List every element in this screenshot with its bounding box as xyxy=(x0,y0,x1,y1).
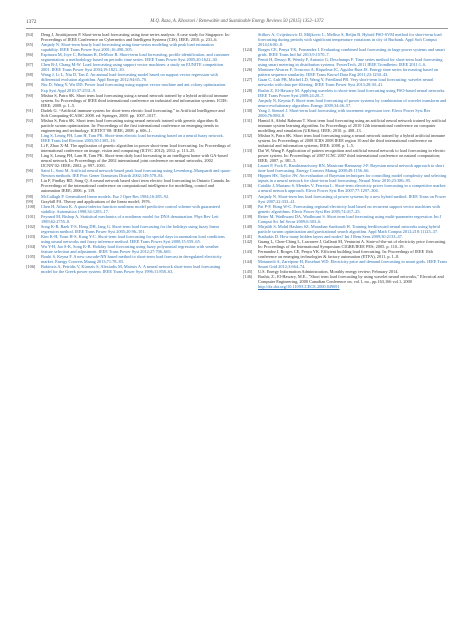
reference-number: [142] xyxy=(243,238,253,244)
reference-list-left xyxy=(26,32,231,274)
reference-link[interactable] xyxy=(258,194,448,204)
doi-link[interactable]: http://dx.doi.org/10.1109/CCECE.2000.849691 xyxy=(258,284,340,290)
reference-item[interactable] xyxy=(243,259,448,269)
reference-number: [84] xyxy=(26,32,34,37)
reference-number: [126] xyxy=(243,67,253,73)
reference-text xyxy=(258,239,448,249)
reference-item[interactable] xyxy=(243,214,448,224)
reference-link[interactable] xyxy=(258,67,448,77)
reference-body: Lauret P, Fock E, Randrianarivony RN, Manicom-Ramsamy J-F. Bayesian neural network approach to short time load forecasting. Energy Convers Manag 2008;49:1156–66. xyxy=(258,163,444,174)
reference-link[interactable] xyxy=(41,234,231,244)
reference-body: Stilkov A, Cvijetinovic D, Miljkovic L, Melliso S, Reljin B. Hybrid PSO-SVM method for short-term load forecasting during periods with significant temperature variations in city of Burbank. Appl Soft Comput 2014;16:80–8. xyxy=(258,32,442,48)
reference-body: Chen B-J, Chang M-W. Load forecasting using support vector machines: a study on EUNITE competition 2001. IEEE Trans Power Syst 2004;19:1821–30. xyxy=(41,62,224,73)
reference-body: Hamid A, Abdul Rahman T. Short term load forecasting using an artificial neural network trained by artificial immune system learning algorithm. In: Proceedings of 2010 12th international conference on computer modelling and simulation (UKSim). IEEE; 2010. p. 408–13. xyxy=(258,117,447,133)
reference-body: Li F, Zhao X-M. The application of genetic algorithm in power short-term load forecasting. In: Proceedings of international conference on image, vision and computing (ICIVC 2012); 2012. p. 113–25. xyxy=(41,143,231,154)
reference-item[interactable] xyxy=(243,47,448,57)
reference-number: [95] xyxy=(26,153,34,159)
reference-item[interactable] xyxy=(26,62,231,72)
reference-number: [85] xyxy=(26,42,34,48)
reference-text xyxy=(258,249,448,259)
reference-number: [94] xyxy=(26,143,34,149)
reference-text xyxy=(258,133,448,148)
reference-number: [92] xyxy=(26,117,34,123)
reference-body: Amjady N, Keynia F. Short-term load forecasting of power systems by combination of wavelet transform and neuro-evolutionary algorithm. Energy 2009;34:46–57. xyxy=(258,97,447,108)
reference-body: Deng J, Jirutitijaroen P. Short-term load forecasting using time series analysis: A case study for Singapore. In: Proceedings of IEEE Conference on Cybernetics and Intelligent Systems (CIS). IEEE; 2010. p. 231–6. xyxy=(41,32,230,43)
reference-text xyxy=(41,118,231,133)
header-rule xyxy=(26,28,448,29)
reference-body: Chen H, Aihara K. A quasi-inferior function nonlinear model predictive control scheme with guaranteed stability. Automatica 1998;34:1205–17. xyxy=(41,203,220,214)
reference-item[interactable] xyxy=(243,163,448,173)
reference-text xyxy=(41,178,231,193)
reference-link[interactable] xyxy=(258,214,448,224)
reference-body: Mishra S, Patra SK. Short term load forecasting using neural network trained with genetic algorithm & particle swarm optimization. In: Proceedings of the first international conference on emerging trends in engineering and technology. ICETET’08: IEEE; 2008. p. 606–1. xyxy=(41,117,219,133)
reference-number: [128] xyxy=(243,87,253,93)
reference-body: Guang L, Chen-Ching L, Lawarree J, Gallanti M, Venturini A. State-of-the-art of electricity price forecasting. In: Proceedings of the International Symposium CIGRE/IEEE PES; 2005. p. 110–19. xyxy=(258,238,447,249)
reference-link[interactable] xyxy=(41,224,231,234)
reference-item[interactable] xyxy=(26,234,231,244)
reference-item[interactable] xyxy=(243,224,448,234)
reference-item[interactable] xyxy=(26,224,231,234)
reference-link[interactable] xyxy=(258,57,448,67)
reference-body: Pentti H, Deusyi B, Wendy F, Antonio G, Deschamps F. Time series method for short-term load forecasting using smart metering in distribution systems. PowerTech, 2011 IEEE Trondheim: IEEE 2011:1–6. xyxy=(258,57,443,68)
reference-item xyxy=(26,143,231,153)
reference-link[interactable] xyxy=(258,77,448,87)
reference-body: Amjady N. Short-term bus load forecasting of power systems by a new hybrid method. IEEE Trans on Power Syst 2007;22:333–41. xyxy=(258,193,446,204)
reference-body: Dai W, Wang P. Application of pattern recognition and artificial neural network to load forecasting in electric power system. In: Proceedings of 2007 ICNC 2007 third international conference on natural computation; IEEE; 2007. p. 381–5. xyxy=(258,148,446,164)
reference-link[interactable] xyxy=(41,264,231,274)
reference-body: Mishra S, Patra SK. Short term load forecasting using a neural network trained by a hybrid artificial immune system. In: Proceedings of IEEE third international conference on industrial and information systems. ICIIS: IEEE; 2008. p. 1–5. xyxy=(41,92,228,108)
reference-item[interactable] xyxy=(26,168,231,178)
reference-text xyxy=(41,143,231,153)
reference-number: [139] xyxy=(243,213,253,219)
reference-body: Bakirtzis A, Petridis V, Kiartzis S, Alexiadis M, Maissis A. A neural network short-term load forecasting model for the Greek power system. IEEE Trans Power Syst 1996;11:858–63. xyxy=(41,264,221,275)
reference-number: [104] xyxy=(26,243,36,249)
reference-text xyxy=(41,32,231,42)
reference-number: [106] xyxy=(26,264,36,270)
reference-body: Bashir Z, El-Hawary M. Applying wavelets to short-term load forecasting using PSO-based neural networks. IEEE Trans Power Syst 2009;24:20–7. xyxy=(258,87,446,98)
reference-item[interactable] xyxy=(243,77,448,87)
reference-body: Kim K-H, Youn H-S, Kang Y-C. Short-term load forecasting for special days in anomalous load conditions using neural networks and fuzzy inference method. IEEE Trans Power Syst 2000;15:559–65. xyxy=(41,233,225,244)
reference-number: [105] xyxy=(26,254,36,260)
running-head: M.Q. Raza, A. Khosravi / Renewable and Sustainable Energy Reviews 50 (2015) 1352–1372 xyxy=(150,19,324,24)
reference-body: Song K-B, Baek Y-S, Hong DH, Jang G. Short-term load forecasting for the holidays using fuzzy linear regression method. IEEE Trans Power Syst 2005;20:96–101. xyxy=(41,223,220,234)
reference-number: [102] xyxy=(26,223,36,229)
reference-item[interactable] xyxy=(26,244,231,254)
reference-body: Bashir, Z.; El-Hawary, M.E., "Short term load forecasting by using wavelet neural networks," Electrical and Computer Engineering, 2000 Canadian Conference on, vol.1, no., pp.163,166 vol.1, 2000 xyxy=(258,274,444,285)
reference-item[interactable] xyxy=(243,57,448,67)
reference-number: [100] xyxy=(26,203,36,209)
reference-number: [146] xyxy=(243,274,253,280)
reference-number: [96] xyxy=(26,168,34,174)
reference-link[interactable] xyxy=(258,47,448,57)
reference-body: Martinez-Alvarez F, Troncoso A, Riquelme JC, Aguilar Ruiz JS. Energy time series forecasting based on pattern sequence similarity. IEEE Trans Knowl Data Eng 2011;23:1230–43. xyxy=(258,67,439,78)
reference-body: Stathakis D. How many hidden layers and nodes? Int J Rem Sens 2009;30:2133–47. xyxy=(258,233,403,239)
reference-body: Pai P-F, Hong W-C. Forecasting regional electricity load based on recurrent support vector machines with genetic algorithms. Electr Power Syst Res 2005;74:417–25. xyxy=(258,203,440,214)
reference-item xyxy=(26,93,231,108)
reference-number: [145] xyxy=(243,269,253,275)
reference-number: [141] xyxy=(243,233,253,239)
reference-item[interactable] xyxy=(243,173,448,183)
reference-body: Wu Y-H, Jao S-K, Song K-B. Holiday load forecasting using fuzzy polynomial regression with weather feature selection and adjustment. IEEE Trans Power Syst 2012;27:706–665. xyxy=(41,243,219,255)
reference-item[interactable] xyxy=(243,108,448,118)
reference-item[interactable] xyxy=(26,72,231,82)
reference-body: Liu F, Findlay RD, Song Q. A neural network based short term electric load forecasting in Ontario Canada. In: Proceedings of the international conference on computational intelligence for modelling, control and automation IEEE; 2006. p. 119. xyxy=(41,178,231,194)
reference-number: [132] xyxy=(243,132,253,138)
reference-number: [138] xyxy=(243,203,253,209)
reference-body: Hippert HS, Taylor JW. An evaluation of Bayesian techniques for controlling model complexity and selecting inputs in a neural network for short-term load forecasting. Neural Netw 2010;23:386–95. xyxy=(258,173,447,184)
reference-link[interactable] xyxy=(41,254,231,264)
reference-link[interactable] xyxy=(41,204,231,214)
reference-body: Catalão J, Mariano S, Mendes V, Ferreira L. Short-term electricity prices forecasting in a competitive market: a neural network approach. Electr Power Syst Res 2007;77:1297–304. xyxy=(258,183,447,194)
reference-number: [87] xyxy=(26,62,34,68)
reference-body: Feynard M, Bishop A. Statistical mechanics of a nonlinear model for DNA denaturation. Phys Rev Lett 1989;62:2755–8. xyxy=(41,213,219,224)
reference-body: Ling S, Leung FH, Lam H, Tam PK. Short-term daily load forecasting in an intelligent home with GA-based neural network. In: Proceedings of the 2002 international joint conference on neural networks, 2002 IJCNN’02: IEEE; 2002. p. 997–1001. xyxy=(41,153,228,169)
reference-item[interactable] xyxy=(243,32,448,47)
reference-link[interactable] xyxy=(258,224,448,234)
reference-item[interactable] xyxy=(26,264,231,274)
reference-link[interactable] xyxy=(41,52,231,62)
reference-number: [124] xyxy=(243,47,253,53)
reference-body: Graybill FA. Theory and applications of the linear model; 1976. xyxy=(41,198,151,204)
reference-item[interactable] xyxy=(243,194,448,204)
reference-item xyxy=(243,239,448,249)
reference-text xyxy=(258,118,448,133)
reference-text xyxy=(41,153,231,168)
reference-body: Yang J, Stenzel J. Short-term load forecasting with increment regression tree. Electr Power Syst Res 2006;76:880–8. xyxy=(258,107,431,118)
reference-number: [131] xyxy=(243,117,253,123)
reference-link[interactable] xyxy=(258,173,448,183)
reference-item[interactable] xyxy=(26,82,231,92)
reference-link[interactable] xyxy=(41,244,231,254)
reference-number: [89] xyxy=(26,82,34,88)
reference-item xyxy=(243,249,448,259)
reference-text xyxy=(41,93,231,108)
reference-number: [91] xyxy=(26,107,34,113)
reference-item xyxy=(26,118,231,133)
reference-item[interactable] xyxy=(26,204,231,214)
reference-link[interactable] xyxy=(41,62,231,72)
reference-item[interactable] xyxy=(26,254,231,264)
reference-body: Niu D, Wang Y, Wu DD. Power load forecasting using support vector machine and ant colony optimization. Exp Syst Appl 2010;37:2531–9. xyxy=(41,82,227,93)
reference-item xyxy=(243,118,448,133)
reference-link[interactable] xyxy=(258,259,448,269)
reference-item[interactable] xyxy=(243,183,448,193)
reference-body: Saini L, Soni M. Artificial neural network-based peak load forecasting using Levenberg–Marquardt and quasi-Newton methods. IEE Proc Gener Transmiss Distrib 2002;149:578–84. xyxy=(41,168,232,179)
reference-body: Guan C, Luh PB, Michel LD, Wang Y, Friedland PB. Very short-term load forecasting: wavelet neural networks with data pre-filtering. IEEE Trans Power Syst 2013;28:30–41. xyxy=(258,77,434,88)
reference-item xyxy=(26,153,231,168)
reference-link[interactable] xyxy=(258,108,448,118)
reference-number: [97] xyxy=(26,178,34,184)
reference-link[interactable] xyxy=(258,163,448,173)
reference-number: [99] xyxy=(26,198,34,204)
reference-item[interactable] xyxy=(243,98,448,108)
reference-number: [86] xyxy=(26,52,34,58)
reference-text xyxy=(258,274,448,289)
reference-item[interactable] xyxy=(26,133,231,143)
reference-number: [88] xyxy=(26,72,34,78)
reference-number: [127] xyxy=(243,77,253,83)
reference-link[interactable] xyxy=(41,214,231,224)
reference-link[interactable] xyxy=(258,204,448,214)
reference-body: U.S. Energy Information Administration, Monthly energy review; February 2014. xyxy=(258,269,399,275)
reference-number: [103] xyxy=(26,233,36,239)
reference-link[interactable] xyxy=(41,133,231,143)
reference-number: [135] xyxy=(243,173,253,179)
reference-number: [134] xyxy=(243,163,253,169)
reference-body: Fernandez I, Borges CE, Penya YK. Efficient building load forecasting. In: Proceedings of IEEE 16th conference on emerging technologies & factory automation (ETFA), 2011. p. 1–8. xyxy=(258,249,433,260)
reference-body: Wang J, Li L, Niu D, Tan Z. An annual load forecasting model based on support vector regression with differential evolution algorithm. Appl Energy 2012;94:65–70. xyxy=(41,72,218,83)
reference-link[interactable] xyxy=(41,168,231,178)
reference-body: McCullagh P. Generalized linear models. Eur J Oper Res 1984;16:285–92. xyxy=(41,193,170,199)
reference-body: Dudek G. “Artificial immune system for short-term electric load forecasting.” in Artificial Intelligence and Soft Computing-ICAISC 2008. ed: Springer, 2008. pp. 1007–1017. xyxy=(41,107,225,118)
reference-item[interactable] xyxy=(243,67,448,77)
page-number: 1372 xyxy=(26,19,37,25)
reference-body: Bouhi S, Keyna F. A new cascade-NN based method to short-term load forecast in deregulated electricity market. Energy Convers Manag 2013;71:78–83. xyxy=(41,254,222,265)
reference-item[interactable] xyxy=(26,52,231,62)
reference-link[interactable] xyxy=(41,82,231,92)
reference-link[interactable] xyxy=(41,72,231,82)
reference-item[interactable] xyxy=(26,214,231,224)
reference-number: [93] xyxy=(26,132,34,138)
reference-number: [143] xyxy=(243,249,253,255)
reference-number: [90] xyxy=(26,92,34,98)
reference-item xyxy=(26,32,231,42)
reference-item xyxy=(26,108,231,118)
reference-link[interactable] xyxy=(258,32,448,47)
reference-body: Ling S, Leung FH, Lam H, Tam PK. Short-term electric load forecasting based on a neural fuzzy network. IEEE Trans Ind Electron 2003;50:1305–16. xyxy=(41,132,224,143)
reference-number: [125] xyxy=(243,57,253,63)
reference-body: Borges CE, Penya YK, Fernandez I. Evaluating combined load forecasting in large power systems and smart grids. IEEE Trans Ind Inf 2013;9:1570–7. xyxy=(258,47,445,58)
reference-body: Espinoza M, Joye C, Belmans R, DeMoor B. Short-term load forecasting, profile identification, and customer segmentation: a methodology based on periodic time series. IEEE Trans Power Syst 2005;20:1622–30. xyxy=(41,52,230,63)
reference-number: [133] xyxy=(243,148,253,154)
reference-body: Reiter M, Wadhwani DA, Wadhwani S. Short term load forecasting using multi-parameter regression. Int J Comput Sci Inf Secur 2009;6:303–6. xyxy=(258,213,442,224)
reference-link[interactable] xyxy=(258,183,448,193)
reference-list-right xyxy=(243,32,448,289)
reference-number: [130] xyxy=(243,107,253,113)
reference-number: [144] xyxy=(243,259,253,265)
reference-item xyxy=(243,133,448,148)
reference-item xyxy=(26,178,231,193)
reference-link[interactable] xyxy=(41,42,231,52)
reference-link[interactable] xyxy=(258,88,448,98)
reference-number: [101] xyxy=(26,213,36,219)
reference-body: Mishra S, Patra SK. Short term load forecasting using a neural network trained by a hybrid artificial immune system. In: Proceedings of 2008 ICIIS 2008 IEEE region 10 and the third international conference on industrial and information systems; IEEE: 2008. p. 1–5. xyxy=(258,132,445,149)
reference-item[interactable] xyxy=(243,88,448,98)
reference-number xyxy=(243,32,258,47)
reference-body: Mirjalili S, Mohd Hashim SZ, Moradian Sardroudi H. Training feedforward neural networks using hybrid particle swarm optimization and gravitational search algorithm. Appl Math Comput 2012;218:11125–37. xyxy=(258,223,440,234)
reference-text xyxy=(258,148,448,163)
reference-number: [98] xyxy=(26,193,34,199)
reference-body: Motamedi A, Zareipour H, Rosehart WD. Electricity price and demand forecasting in smart grids. IEEE Trans Smart Grid 2012;3:664–74. xyxy=(258,259,448,270)
reference-number: [129] xyxy=(243,97,253,103)
reference-item[interactable] xyxy=(26,42,231,52)
reference-item[interactable] xyxy=(243,204,448,214)
reference-text xyxy=(41,108,231,118)
reference-item xyxy=(243,274,448,289)
reference-link[interactable] xyxy=(258,98,448,108)
reference-body: Amjady N. Short-term hourly load forecasting using time-series modeling with peak load estimation capability. IEEE Trans Power Syst 2001;16:498–505. xyxy=(41,42,214,53)
reference-item xyxy=(243,148,448,163)
reference-number: [137] xyxy=(243,193,253,199)
reference-number: [136] xyxy=(243,183,253,189)
reference-number: [140] xyxy=(243,223,253,229)
